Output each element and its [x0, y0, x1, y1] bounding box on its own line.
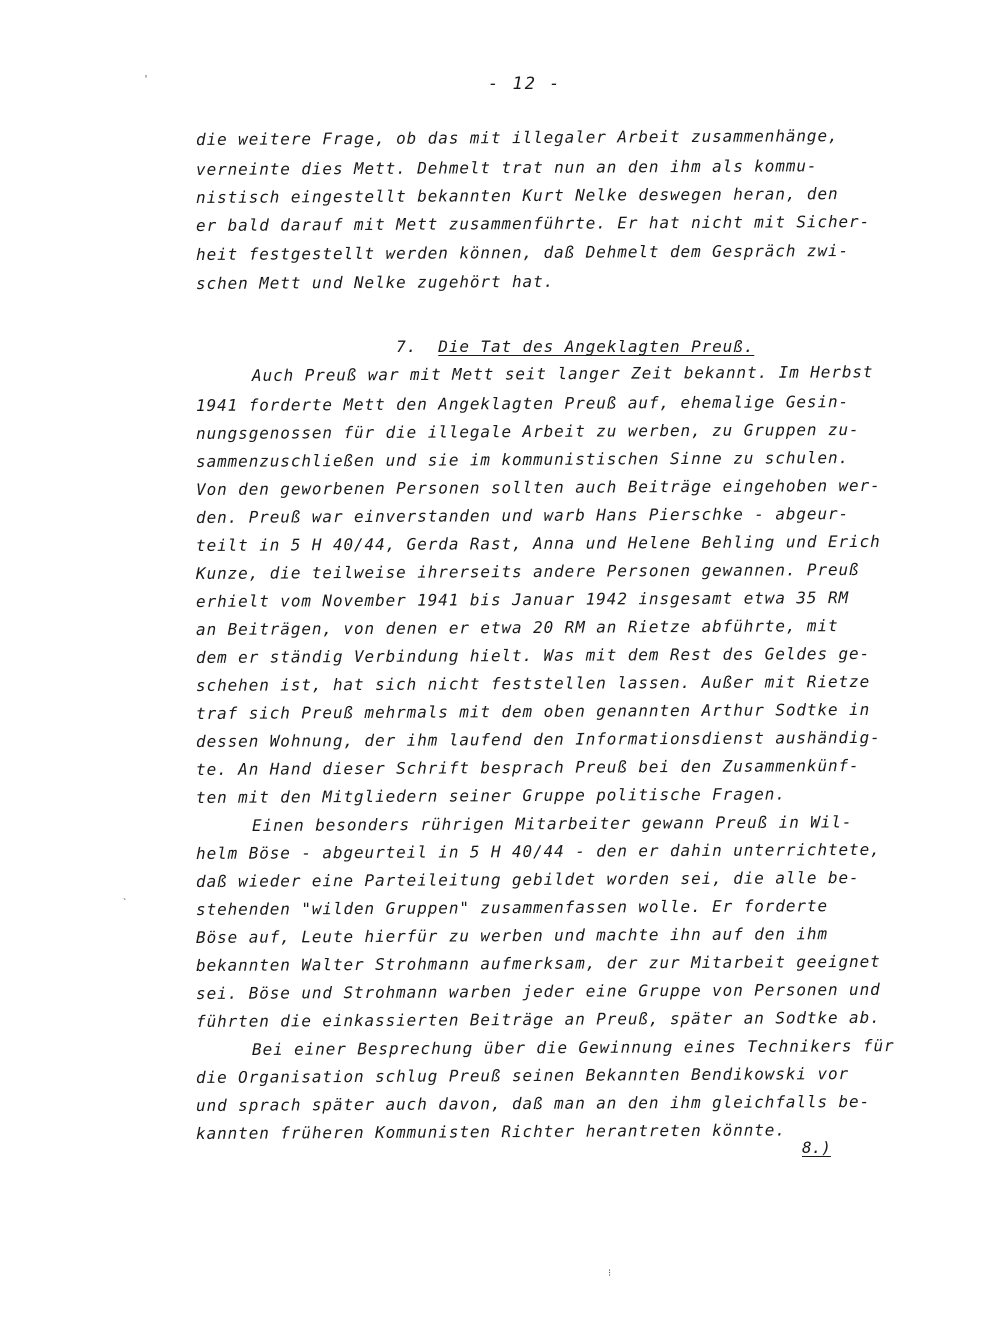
page-number: - 12 - — [488, 74, 562, 94]
text-line: traf sich Preuß mehrmals mit dem oben genannten Arthur Sodtke in — [195, 699, 871, 723]
text-line: schehen ist, hat sich nicht feststellen lassen. Außer mit Rietze — [195, 671, 871, 695]
text-line: te. An Hand dieser Schrift besprach Preuß bei den Zusammenkünf- — [195, 755, 860, 779]
margin-mark: ` — [122, 898, 129, 909]
text-line: und sprach später auch davon, daß man an den ihm gleichfalls be- — [195, 1091, 871, 1115]
text-line: sei. Böse und Strohmann warben jeder eine Gruppe von Personen und — [195, 979, 881, 1003]
text-line: Von den geworbenen Personen sollten auch Beiträge eingehoben wer- — [195, 475, 881, 499]
text-line: nungsgenossen für die illegale Arbeit zu werben, zu Gruppen zu- — [195, 419, 860, 443]
margin-mark: ⁝ — [608, 1268, 612, 1279]
text-line: er bald darauf mit Mett zusammenführte. Er hat nicht mit Sicher- — [195, 211, 871, 235]
text-line: stehenden "wilden Gruppen" zusammenfassen wolle. Er forderte — [195, 896, 829, 919]
text-line: daß wieder eine Parteileitung gebildet worden sei, die alle be- — [195, 867, 860, 891]
section-title: Die Tat des Angeklagten Preuß. — [438, 337, 755, 356]
text-line: Böse auf, Leute hierfür zu werben und machte ihn auf den ihm — [195, 924, 829, 947]
text-line: Kunze, die teilweise ihrerseits andere Personen gewannen. Preuß — [195, 559, 860, 583]
text-line: die weitere Frage, ob das mit illegaler Arbeit zusammenhänge, — [195, 126, 839, 149]
text-line: kannten früheren Kommunisten Richter herantreten könnte. — [195, 1120, 786, 1143]
text-line: Auch Preuß war mit Mett seit langer Zeit bekannt. Im Herbst — [251, 362, 874, 385]
text-line: verneinte dies Mett. Dehmelt trat nun an den ihm als kommu- — [195, 156, 818, 179]
continuation-marker: 8.) — [802, 1138, 831, 1157]
text-line: Einen besonders rührigen Mitarbeiter gewann Preuß in Wil- — [251, 812, 853, 835]
text-line: heit festgestellt werden können, daß Dehmelt dem Gespräch zwi- — [195, 241, 850, 264]
text-line: dessen Wohnung, der ihm laufend den Informationsdienst aushändig- — [195, 727, 881, 751]
text-line: nistisch eingestellt bekannten Kurt Nelke deswegen heran, den — [195, 184, 839, 207]
text-line: erhielt vom November 1941 bis Januar 1942 insgesamt etwa 35 RM — [195, 588, 850, 611]
section-number: 7. — [396, 337, 418, 356]
text-line: helm Böse - abgeurteil in 5 H 40/44 - den er dahin unterrichtete, — [195, 839, 881, 863]
margin-mark: ' — [143, 74, 150, 85]
text-line: 1941 forderte Mett den Angeklagten Preuß auf, ehemalige Gesin- — [195, 392, 850, 415]
text-line: ten mit den Mitgliedern seiner Gruppe politische Fragen. — [195, 784, 786, 807]
text-line: bekannten Walter Strohmann aufmerksam, der zur Mitarbeit geeignet — [195, 951, 881, 975]
text-line: teilt in 5 H 40/44, Gerda Rast, Anna und Helene Behling und Erich — [195, 531, 881, 555]
text-line: den. Preuß war einverstanden und warb Hans Pierschke - abgeur- — [195, 504, 850, 527]
text-line: sammenzuschließen und sie im kommunistischen Sinne zu schulen. — [195, 448, 850, 471]
text-line: an Beiträgen, von denen er etwa 20 RM an Rietze abführte, mit — [195, 616, 839, 639]
text-line: dem er ständig Verbindung hielt. Was mit dem Rest des Geldes ge- — [195, 643, 871, 667]
text-line: schen Mett und Nelke zugehört hat. — [195, 271, 555, 293]
text-line: führten die einkassierten Beiträge an Preuß, später an Sodtke ab. — [195, 1007, 881, 1031]
text-line: Bei einer Besprechung über die Gewinnung eines Technikers für — [251, 1036, 895, 1059]
text-line: die Organisation schlug Preuß seinen Bekannten Bendikowski vor — [195, 1064, 850, 1087]
